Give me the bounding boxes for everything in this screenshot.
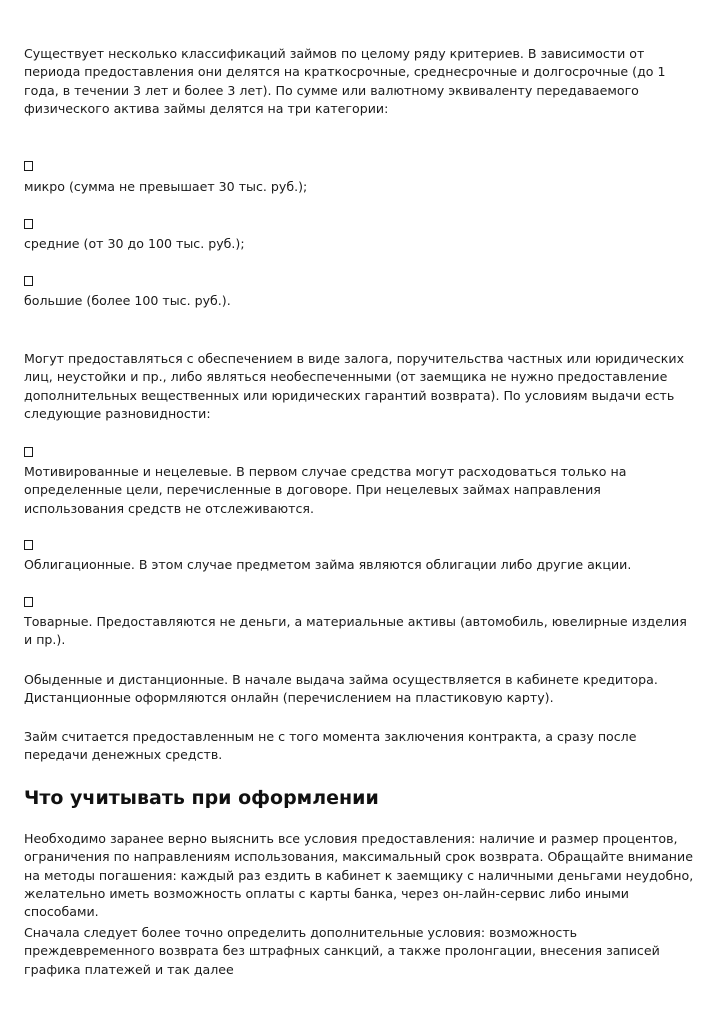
provided-paragraph: Займ считается предоставленным не с того момента заключения контракта, а сразу после передачи денежных средств.: [24, 729, 637, 763]
list-item: большие (более 100 тыс. руб.).: [24, 293, 231, 308]
bullet-icon: [24, 161, 33, 171]
list-item: микро (сумма не превышает 30 тыс. руб.);: [24, 179, 308, 194]
section-paragraph: Сначала следует более точно определить дополнительные условия: возможность преждевременного возврата без штрафных санкций, а также пролонгации, внесения записей графика платежей и так далее: [24, 925, 660, 977]
list-item: Мотивированные и нецелевые. В первом случае средства могут расходоваться только на определенные цели, перечисленные в договоре. При нецелевых займах направления использования средств не отслеживаются.: [24, 464, 627, 516]
bullet-icon: [24, 540, 33, 550]
security-paragraph: Могут предоставляться с обеспечением в виде залога, поручительства частных или юридических лиц, неустойки и пр., либо являться необеспеченными (от заемщика не нужно предоставление дополнительных вещественных или юридических гарантий возврата). По условиям выдачи есть следующие разновидности:: [24, 351, 685, 421]
list-item: Облигационные. В этом случае предметом займа являются облигации либо другие акции.: [24, 557, 632, 572]
list-item: средние (от 30 до 100 тыс. руб.);: [24, 236, 245, 251]
section-paragraph: Необходимо заранее верно выяснить все условия предоставления: наличие и размер процентов, ограничения по направлениям использования, максимальный срок возврата. Обращайте внимание на методы погашения: каждый раз ездить в кабинет к заемщику с наличными деньгами неудобно, желательно иметь возможность оплаты с карты банка, через он-лайн-сервис либо иными способами.: [24, 831, 694, 920]
intro-paragraph: Существует несколько классификаций займов по целому ряду критериев. В зависимости от периода предоставления они делятся на краткосрочные, среднесрочные и долгосрочные (до 1 года, в течении 3 лет и более 3 лет). По сумме или валютному эквиваленту передаваемого физического актива займы делятся на три категории:: [24, 46, 666, 116]
bullet-icon: [24, 276, 33, 286]
bullet-icon: [24, 597, 33, 607]
list-item: Товарные. Предоставляются не деньги, а материальные активы (автомобиль, ювелирные изделия и пр.).: [24, 614, 687, 648]
section-heading: Что учитывать при оформлении: [24, 787, 379, 809]
bullet-icon: [24, 447, 33, 457]
remote-paragraph: Обыденные и дистанционные. В начале выдача займа осуществляется в кабинете кредитора. Дистанционные оформляются онлайн (перечислением на пластиковую карту).: [24, 672, 658, 706]
bullet-icon: [24, 219, 33, 229]
